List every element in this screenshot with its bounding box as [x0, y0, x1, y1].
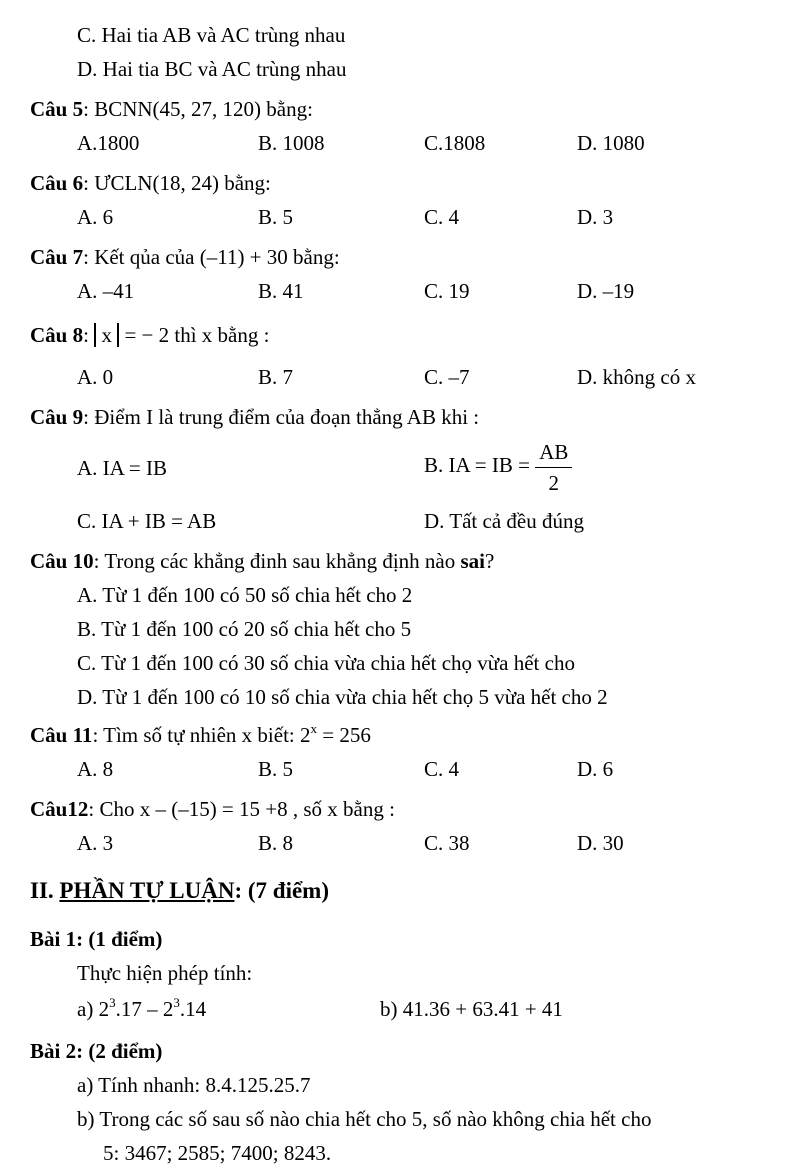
question-11-option-c: C. 4 [424, 757, 460, 781]
question-10-option-a: A. Từ 1 đến 100 có 50 số chia hết cho 2 [77, 583, 413, 607]
question-6-option-a: A. 6 [77, 205, 114, 229]
question-9-option-a: A. IA = IB [77, 456, 168, 480]
question-9-option-c: C. IA + IB = AB [77, 509, 217, 533]
question-7-option-a: A. –41 [77, 279, 135, 303]
question-11-exponent: x [310, 721, 318, 736]
question-10-option-b: B. Từ 1 đến 100 có 20 số chia hết cho 5 [77, 617, 412, 641]
fraction-denominator: 2 [548, 470, 560, 495]
question-12 [30, 796, 395, 822]
question-12-text: : Cho x – (–15) = 15 +8 , số x bằng : [88, 797, 395, 821]
question-5-option-b: B. 1008 [258, 131, 325, 155]
question-7-option-d: D. –19 [577, 279, 635, 303]
question-7-text: : Kết qủa của (–11) + 30 bằng: [83, 245, 340, 269]
question-9 [30, 404, 479, 430]
question-5 [30, 96, 313, 122]
bai-1-part-b [380, 996, 563, 1022]
bai-1-intro: Thực hiện phép tính: [77, 961, 253, 985]
expr-end: .14 [179, 997, 207, 1021]
question-9-option-b [424, 435, 572, 498]
question-12-option-b: B. 8 [258, 831, 294, 855]
question-12-option-c: C. 38 [424, 831, 470, 855]
question-7-label: Câu 7 [30, 245, 84, 269]
question-5-text: : BCNN(45, 27, 120) bằng: [83, 97, 313, 121]
question-5-option-c: C.1808 [424, 131, 486, 155]
question-8-option-a: A. 0 [77, 365, 114, 389]
question-6-text: : ƯCLN(18, 24) bằng: [83, 171, 271, 195]
fraction [535, 437, 572, 498]
option-d-line: D. Hai tia BC và AC trùng nhau [77, 57, 347, 81]
bai-2-heading-text: Bài 2: (2 điểm) [30, 1039, 163, 1063]
question-6-option-d: D. 3 [577, 205, 614, 229]
option-c-line: C. Hai tia AB và AC trùng nhau [77, 23, 346, 47]
question-6-option-c: C. 4 [424, 205, 460, 229]
abs-bar-left [94, 323, 96, 347]
bai-2-part-a: a) Tính nhanh: 8.4.125.25.7 [77, 1073, 311, 1097]
question-8-variable: x [101, 323, 112, 347]
bai-1-heading-text: Bài 1: (1 điểm) [30, 927, 163, 951]
question-6-option-b: B. 5 [258, 205, 294, 229]
question-11-text: : Tìm số tự nhiên x biết: 2 [92, 723, 311, 747]
question-10-text: : Trong các khẳng đinh sau khẳng định nào [93, 549, 461, 573]
bai-1-part-b-label: b) [380, 997, 398, 1021]
question-10-label: Câu 10 [30, 549, 94, 573]
question-8-colon: : [83, 323, 89, 347]
bai-1-part-a [77, 996, 206, 1025]
section-2-prefix: II. [30, 878, 60, 903]
question-10-emphasis: sai [460, 549, 485, 573]
question-6 [30, 170, 271, 196]
question-11 [30, 722, 371, 751]
question-7-option-b: B. 41 [258, 279, 304, 303]
question-11-tail: = 256 [317, 723, 371, 747]
question-11-option-d: D. 6 [577, 757, 614, 781]
fraction-numerator: AB [535, 437, 572, 468]
section-2-heading [30, 878, 329, 904]
bai-2-part-b-line-2: 5: 3467; 2585; 7400; 8243. [103, 1141, 332, 1165]
question-9-option-b-prefix: B. IA = IB = [424, 453, 530, 477]
question-5-label: Câu 5 [30, 97, 84, 121]
expr-exponent-1: 3 [109, 995, 116, 1010]
question-6-label: Câu 6 [30, 171, 84, 195]
question-9-label: Câu 9 [30, 405, 84, 429]
section-2-suffix: : (7 điểm) [234, 878, 329, 903]
question-8-option-b: B. 7 [258, 365, 294, 389]
question-11-label: Câu 11 [30, 723, 93, 747]
question-12-label: Câu12 [30, 797, 89, 821]
abs-bar-right [117, 323, 119, 347]
question-7 [30, 244, 340, 270]
question-8-text: = − 2 thì x bằng : [124, 323, 270, 347]
question-10 [30, 548, 494, 574]
expr-exponent-2: 3 [173, 995, 180, 1010]
bai-2-part-b-line-1: b) Trong các số sau số nào chia hết cho 5, số nào không chia hết cho [77, 1107, 652, 1131]
expr-base-1: 2 [98, 997, 110, 1021]
section-2-title: PHẦN TỰ LUẬN [59, 878, 235, 903]
question-11-option-a: A. 8 [77, 757, 114, 781]
question-10-option-d: D. Từ 1 đến 100 có 10 số chia vừa chia hết chọ 5 vừa hết cho 2 [77, 685, 608, 709]
bai-1-heading [30, 926, 162, 952]
question-9-text: : Điểm I là trung điểm của đoạn thẳng AB khi : [83, 405, 480, 429]
question-8-option-c: C. –7 [424, 365, 470, 389]
question-8 [30, 322, 269, 348]
question-8-label: Câu 8 [30, 323, 84, 347]
question-8-option-d: D. không có x [577, 365, 696, 389]
question-9-option-d: D. Tất cả đều đúng [424, 509, 584, 533]
bai-2-heading [30, 1038, 162, 1064]
question-10-option-c: C. Từ 1 đến 100 có 30 số chia vừa chia hết chọ vừa hết cho [77, 651, 575, 675]
question-5-option-d: D. 1080 [577, 131, 645, 155]
question-12-option-a: A. 3 [77, 831, 114, 855]
question-12-option-d: D. 30 [577, 831, 624, 855]
bai-1-part-a-expr [99, 997, 207, 1021]
bai-1-part-a-label: a) [77, 997, 94, 1021]
question-11-option-b: B. 5 [258, 757, 294, 781]
bai-1-part-b-expr: 41.36 + 63.41 + 41 [402, 997, 563, 1021]
question-10-tail: ? [485, 549, 495, 573]
question-5-option-a: A.1800 [77, 131, 140, 155]
expr-middle: .17 – 2 [115, 997, 174, 1021]
question-7-option-c: C. 19 [424, 279, 470, 303]
